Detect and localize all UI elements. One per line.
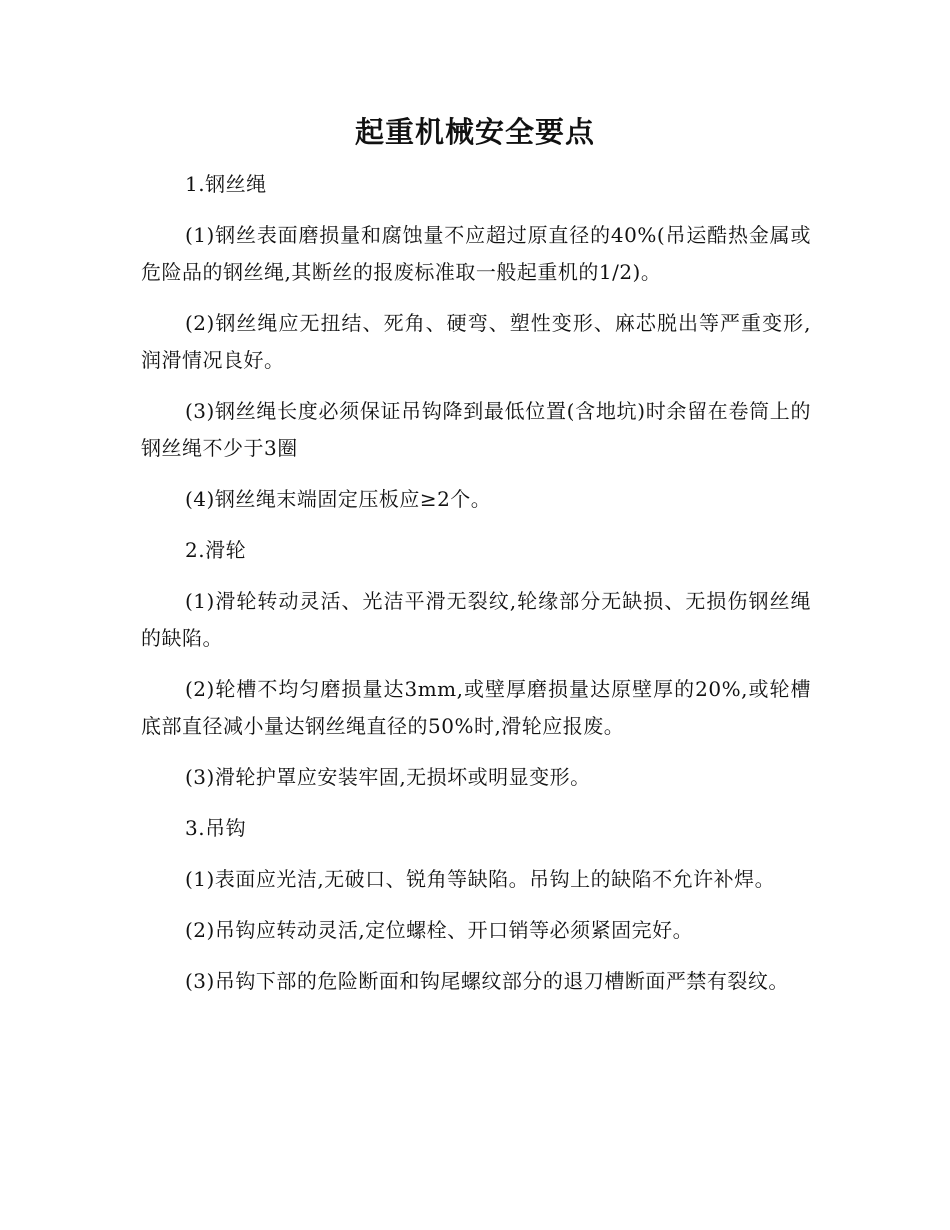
paragraph-pulley-1: (1)滑轮转动灵活、光洁平滑无裂纹,轮缘部分无缺损、无损伤钢丝绳的缺陷。 [141, 589, 811, 650]
paragraph-wire-rope-1: (1)钢丝表面磨损量和腐蚀量不应超过原直径的40%(吊运酷热金属或危险品的钢丝绳,其断丝的报废标准取一般起重机的1/2)。 [141, 223, 811, 284]
section-heading-wire-rope: 1.钢丝绳 [185, 172, 267, 196]
paragraph-hook-3: (3)吊钩下部的危险断面和钩尾螺纹部分的退刀槽断面严禁有裂纹。 [185, 969, 789, 993]
paragraph-hook-2: (2)吊钩应转动灵活,定位螺栓、开口销等必须紧固完好。 [185, 918, 694, 942]
paragraph-hook-1: (1)表面应光洁,无破口、锐角等缺陷。吊钩上的缺陷不允许补焊。 [185, 867, 776, 891]
section-heading-pulley: 2.滑轮 [185, 538, 247, 562]
paragraph-wire-rope-4: (4)钢丝绳末端固定压板应≥2个。 [185, 487, 492, 511]
paragraph-wire-rope-2: (2)钢丝绳应无扭结、死角、硬弯、塑性变形、麻芯脱出等严重变形,润滑情况良好。 [141, 311, 811, 372]
section-heading-hook: 3.吊钩 [185, 816, 247, 840]
paragraph-pulley-3: (3)滑轮护罩应安装牢固,无损坏或明显变形。 [185, 765, 591, 789]
document-body [141, 166, 811, 1000]
document-title: 起重机械安全要点 [354, 115, 595, 149]
paragraph-wire-rope-3: (3)钢丝绳长度必须保证吊钩降到最低位置(含地坑)时余留在卷筒上的钢丝绳不少于3圈 [141, 399, 811, 460]
paragraph-pulley-2: (2)轮槽不均匀磨损量达3mm,或壁厚磨损量达原壁厚的20%,或轮槽底部直径减小量达钢丝绳直径的50%时,滑轮应报废。 [141, 677, 811, 738]
